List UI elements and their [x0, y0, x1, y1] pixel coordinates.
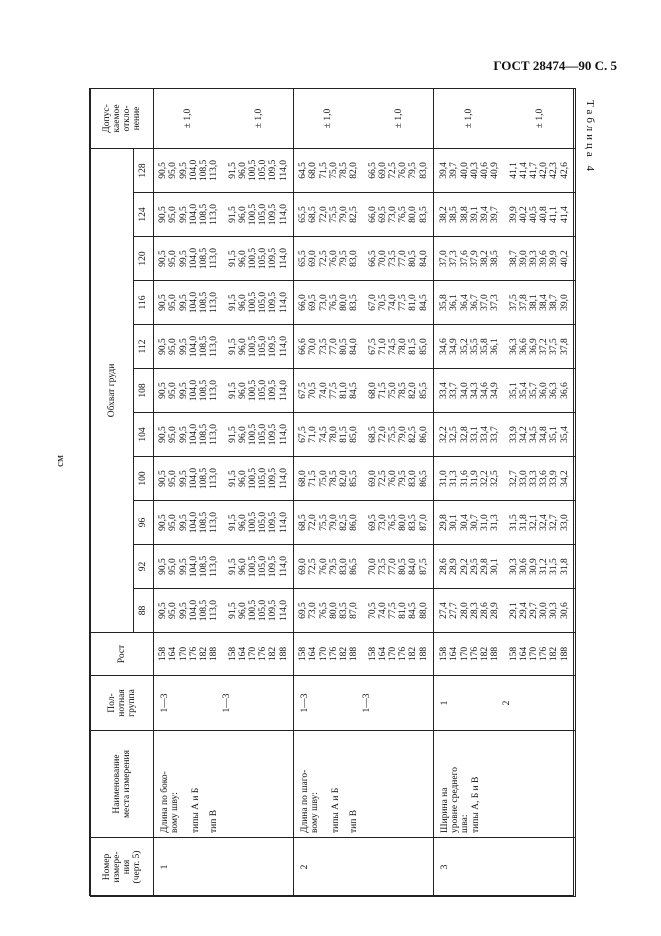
tolerance-value: ± 1,0 — [534, 108, 545, 129]
value-cell-124 — [154, 193, 294, 237]
value-list: 37,0 37,3 37,6 37,9 38,2 38,5 — [439, 250, 501, 267]
value-cell-124 — [434, 193, 576, 237]
tolerance-value: ± 1,0 — [253, 108, 264, 129]
value-list: 68,5 72,0 75,5 79,0 82,5 86,0 — [367, 426, 429, 443]
col-header-num: Номер измере- ния (черт. 5) — [91, 838, 154, 897]
girth-header-104: 104 — [134, 413, 154, 457]
table-frame — [89, 88, 574, 896]
measurement-number-value: 3 — [440, 864, 450, 870]
measurement-name — [434, 731, 576, 838]
value-list: 68,0 71,5 75,0 78,5 82,0 85,5 — [298, 470, 360, 487]
value-list: 91,5 96,0 100,5 105,0 109,5 114,0 — [227, 247, 289, 270]
value-list: 30,3 30,6 30,9 31,2 31,5 31,8 — [508, 558, 570, 575]
group-value: 1—3 — [222, 693, 233, 713]
value-cell-88 — [154, 589, 294, 633]
group-value: 1—3 — [362, 693, 373, 713]
group-cell — [154, 676, 294, 731]
measurement-name — [154, 731, 294, 838]
table-row — [434, 88, 576, 896]
tolerance-value: ± 1,0 — [393, 108, 404, 129]
value-list: 41,1 41,4 41,7 42,0 42,3 42,6 — [508, 162, 570, 179]
height-values: 158 164 170 176 182 188 — [158, 646, 220, 662]
value-list: 90,5 95,0 99,5 104,0 108,5 113,0 — [158, 555, 220, 578]
value-list: 33,4 33,7 34,0 34,3 34,6 34,9 — [439, 382, 501, 399]
value-cell-92 — [294, 545, 434, 589]
tolerance-cell — [434, 88, 576, 148]
value-list: 64,5 68,0 71,5 75,0 78,5 82,0 — [298, 162, 360, 179]
value-cell-104 — [434, 413, 576, 457]
girth-header-92: 92 — [134, 545, 154, 589]
value-list: 90,5 95,0 99,5 104,0 108,5 113,0 — [158, 247, 220, 270]
group-value: 1—3 — [300, 693, 310, 713]
group-value: 1—3 — [160, 693, 170, 713]
girth-header-100: 100 — [134, 457, 154, 501]
value-list: 37,5 37,8 38,1 38,4 38,7 39,0 — [508, 294, 570, 311]
table-row — [154, 88, 294, 896]
col-header-girth: Обхват груди — [91, 148, 134, 632]
value-cell-112 — [434, 325, 576, 369]
value-cell-108 — [154, 369, 294, 413]
measurement-number-value: 2 — [300, 864, 310, 870]
value-list: 67,5 71,0 74,5 78,0 81,5 85,0 — [367, 338, 429, 355]
value-list: 29,8 30,1 30,4 30,7 31,0 31,3 — [439, 514, 501, 531]
value-list: 91,5 96,0 100,5 105,0 109,5 114,0 — [227, 555, 289, 578]
girth-header-120: 120 — [134, 237, 154, 281]
value-cell-112 — [154, 325, 294, 369]
value-cell-128 — [294, 148, 434, 192]
value-list: 31,5 31,8 32,1 32,4 32,7 33,0 — [508, 514, 570, 531]
value-list: 91,5 96,0 100,5 105,0 109,5 114,0 — [227, 467, 289, 490]
value-list: 35,1 35,4 35,7 36,0 36,3 36,6 — [508, 382, 570, 399]
girth-header-116: 116 — [134, 281, 154, 325]
measurement-name-text: Длина по шаго- вому шву: типы А и Б — [300, 769, 341, 833]
height-cell — [294, 633, 434, 676]
value-list: 70,0 73,5 77,0 80,5 84,0 87,5 — [367, 558, 429, 575]
measurement-name-subtype: тип В — [348, 809, 359, 833]
value-cell-104 — [154, 413, 294, 457]
value-list: 28,6 28,9 29,2 29,5 29,8 30,1 — [439, 558, 501, 575]
value-list: 66,0 69,5 73,0 76,5 80,0 83,5 — [367, 206, 429, 223]
value-cell-96 — [154, 501, 294, 545]
height-values: 158 164 170 176 182 188 — [298, 646, 360, 662]
col-header-group: Пол- нотная группа — [91, 676, 154, 731]
measurement-name-text: Длина по боко- вому шву: типы А и Б — [160, 771, 201, 833]
group-cell — [294, 676, 434, 731]
value-list: 35,8 36,1 36,4 36,7 37,0 37,3 — [439, 294, 501, 311]
height-values: 158 164 170 176 182 188 — [367, 646, 429, 662]
measurement-number — [434, 838, 576, 897]
value-list: 90,5 95,0 99,5 104,0 108,5 113,0 — [158, 423, 220, 446]
rotated-table — [90, 89, 575, 897]
table-row — [294, 88, 434, 896]
tolerance-value: ± 1,0 — [183, 108, 194, 129]
value-cell-104 — [294, 413, 434, 457]
value-list: 39,4 39,7 40,0 40,3 40,6 40,9 — [439, 162, 501, 179]
value-list: 90,5 95,0 99,5 104,0 108,5 113,0 — [158, 291, 220, 314]
value-list: 29,1 29,4 29,7 30,0 30,3 30,6 — [508, 602, 570, 619]
value-list: 66,0 69,5 73,0 76,5 80,0 83,5 — [298, 294, 360, 311]
tolerance-cell — [154, 88, 294, 148]
value-list: 91,5 96,0 100,5 105,0 109,5 114,0 — [227, 511, 289, 534]
value-list: 91,5 96,0 100,5 105,0 109,5 114,0 — [227, 379, 289, 402]
girth-header-88: 88 — [134, 589, 154, 633]
value-list: 33,9 34,2 34,5 34,8 35,1 35,4 — [508, 426, 570, 443]
tolerance-cell — [294, 88, 434, 148]
value-cell-112 — [294, 325, 434, 369]
group-cell — [434, 676, 576, 731]
value-list: 27,4 27,7 28,0 28,3 28,6 28,9 — [439, 602, 501, 619]
value-list: 91,5 96,0 100,5 105,0 109,5 114,0 — [227, 335, 289, 358]
value-list: 65,5 68,5 72,0 75,5 79,0 82,5 — [298, 206, 360, 223]
value-list: 69,0 72,5 76,0 79,5 83,0 86,5 — [298, 558, 360, 575]
value-list: 38,7 39,0 39,3 39,6 39,9 40,2 — [508, 250, 570, 267]
value-list: 65,5 69,0 72,5 76,0 79,5 83,0 — [298, 250, 360, 267]
girth-header-108: 108 — [134, 369, 154, 413]
value-list: 69,5 73,0 76,5 80,0 83,5 87,0 — [367, 514, 429, 531]
height-values: 158 164 170 176 182 188 — [508, 646, 570, 662]
measurement-name-text: Ширина на уровне среднего шва: типы А, Б и В — [440, 766, 481, 833]
value-list: 66,5 69,0 72,5 76,0 79,5 83,0 — [367, 162, 429, 179]
value-list: 70,5 74,0 77,5 81,0 84,5 88,0 — [367, 602, 429, 619]
group-value: 2 — [502, 700, 513, 706]
measurement-number — [154, 838, 294, 897]
table-caption: Таблица 4 — [584, 100, 596, 175]
value-cell-100 — [434, 457, 576, 501]
value-list: 90,5 95,0 99,5 104,0 108,5 113,0 — [158, 599, 220, 622]
value-list: 69,5 73,0 76,5 80,0 83,5 87,0 — [298, 602, 360, 619]
value-list: 38,2 38,5 38,8 39,1 39,4 39,7 — [439, 206, 501, 223]
value-list: 91,5 96,0 100,5 105,0 109,5 114,0 — [227, 203, 289, 226]
measurement-name — [294, 731, 434, 838]
tolerance-value: ± 1,0 — [323, 108, 334, 129]
value-cell-120 — [154, 237, 294, 281]
value-list: 34,6 34,9 35,2 35,5 35,8 36,1 — [439, 338, 501, 355]
value-list: 91,5 96,0 100,5 105,0 109,5 114,0 — [227, 291, 289, 314]
col-header-tolerance: Допус- каемое откло- нение — [91, 88, 154, 148]
group-value: 1 — [440, 700, 450, 706]
value-cell-120 — [294, 237, 434, 281]
value-list: 67,5 70,5 74,0 77,5 81,0 84,5 — [298, 382, 360, 399]
value-list: 90,5 95,0 99,5 104,0 108,5 113,0 — [158, 379, 220, 402]
value-list: 69,0 72,5 76,0 79,5 83,0 86,5 — [367, 470, 429, 487]
value-cell-128 — [154, 148, 294, 192]
value-list: 31,0 31,3 31,6 31,9 32,2 32,5 — [439, 470, 501, 487]
value-cell-92 — [434, 545, 576, 589]
measurement-number-value: 1 — [160, 864, 170, 870]
girth-header-124: 124 — [134, 193, 154, 237]
height-values: 158 164 170 176 182 188 — [439, 646, 501, 662]
value-list: 32,7 33,0 33,3 33,6 33,9 34,2 — [508, 470, 570, 487]
value-cell-124 — [294, 193, 434, 237]
height-values: 158 164 170 176 182 188 — [227, 646, 289, 662]
unit-label: см — [54, 455, 66, 467]
value-list: 91,5 96,0 100,5 105,0 109,5 114,0 — [227, 423, 289, 446]
value-cell-96 — [434, 501, 576, 545]
value-list: 68,5 72,0 75,5 79,0 82,5 86,0 — [298, 514, 360, 531]
measurement-name-subtype: тип В — [208, 809, 219, 833]
value-list: 67,0 70,5 74,0 77,5 81,0 84,5 — [367, 294, 429, 311]
value-cell-120 — [434, 237, 576, 281]
value-cell-88 — [294, 589, 434, 633]
value-list: 66,6 70,0 73,5 77,0 80,5 84,0 — [298, 338, 360, 355]
measurement-number — [294, 838, 434, 897]
height-cell — [154, 633, 294, 676]
value-cell-100 — [294, 457, 434, 501]
tolerance-value: ± 1,0 — [464, 108, 475, 129]
value-cell-116 — [294, 281, 434, 325]
value-cell-108 — [294, 369, 434, 413]
col-header-name: Наименование места измерения — [91, 731, 154, 838]
value-cell-96 — [294, 501, 434, 545]
value-list: 90,5 95,0 99,5 104,0 108,5 113,0 — [158, 203, 220, 226]
value-cell-116 — [154, 281, 294, 325]
value-cell-92 — [154, 545, 294, 589]
value-cell-108 — [434, 369, 576, 413]
value-list: 67,5 71,0 74,5 78,0 81,5 85,0 — [298, 426, 360, 443]
value-list: 66,5 70,0 73,5 77,0 80,5 84,0 — [367, 250, 429, 267]
value-cell-116 — [434, 281, 576, 325]
value-list: 32,2 32,5 32,8 33,1 33,4 33,7 — [439, 426, 501, 443]
value-cell-100 — [154, 457, 294, 501]
data-table — [90, 88, 576, 897]
value-list: 39,9 40,2 40,5 40,8 41,1 41,4 — [508, 206, 570, 223]
value-list: 91,5 96,0 100,5 105,0 109,5 114,0 — [227, 599, 289, 622]
col-header-height: Рост — [91, 633, 154, 676]
height-cell — [434, 633, 576, 676]
value-cell-88 — [434, 589, 576, 633]
value-list: 68,0 71,5 75,0 78,5 82,0 85,5 — [367, 382, 429, 399]
value-list: 36,3 36,6 36,9 37,2 37,5 37,8 — [508, 338, 570, 355]
value-list: 91,5 96,0 100,5 105,0 109,5 114,0 — [227, 159, 289, 182]
value-list: 90,5 95,0 99,5 104,0 108,5 113,0 — [158, 335, 220, 358]
girth-header-112: 112 — [134, 325, 154, 369]
value-cell-128 — [434, 148, 576, 192]
girth-header-128: 128 — [134, 148, 154, 192]
value-list: 90,5 95,0 99,5 104,0 108,5 113,0 — [158, 159, 220, 182]
value-list: 90,5 95,0 99,5 104,0 108,5 113,0 — [158, 467, 220, 490]
page-header: ГОСТ 28474—90 С. 5 — [493, 58, 617, 73]
girth-header-96: 96 — [134, 501, 154, 545]
value-list: 90,5 95,0 99,5 104,0 108,5 113,0 — [158, 511, 220, 534]
